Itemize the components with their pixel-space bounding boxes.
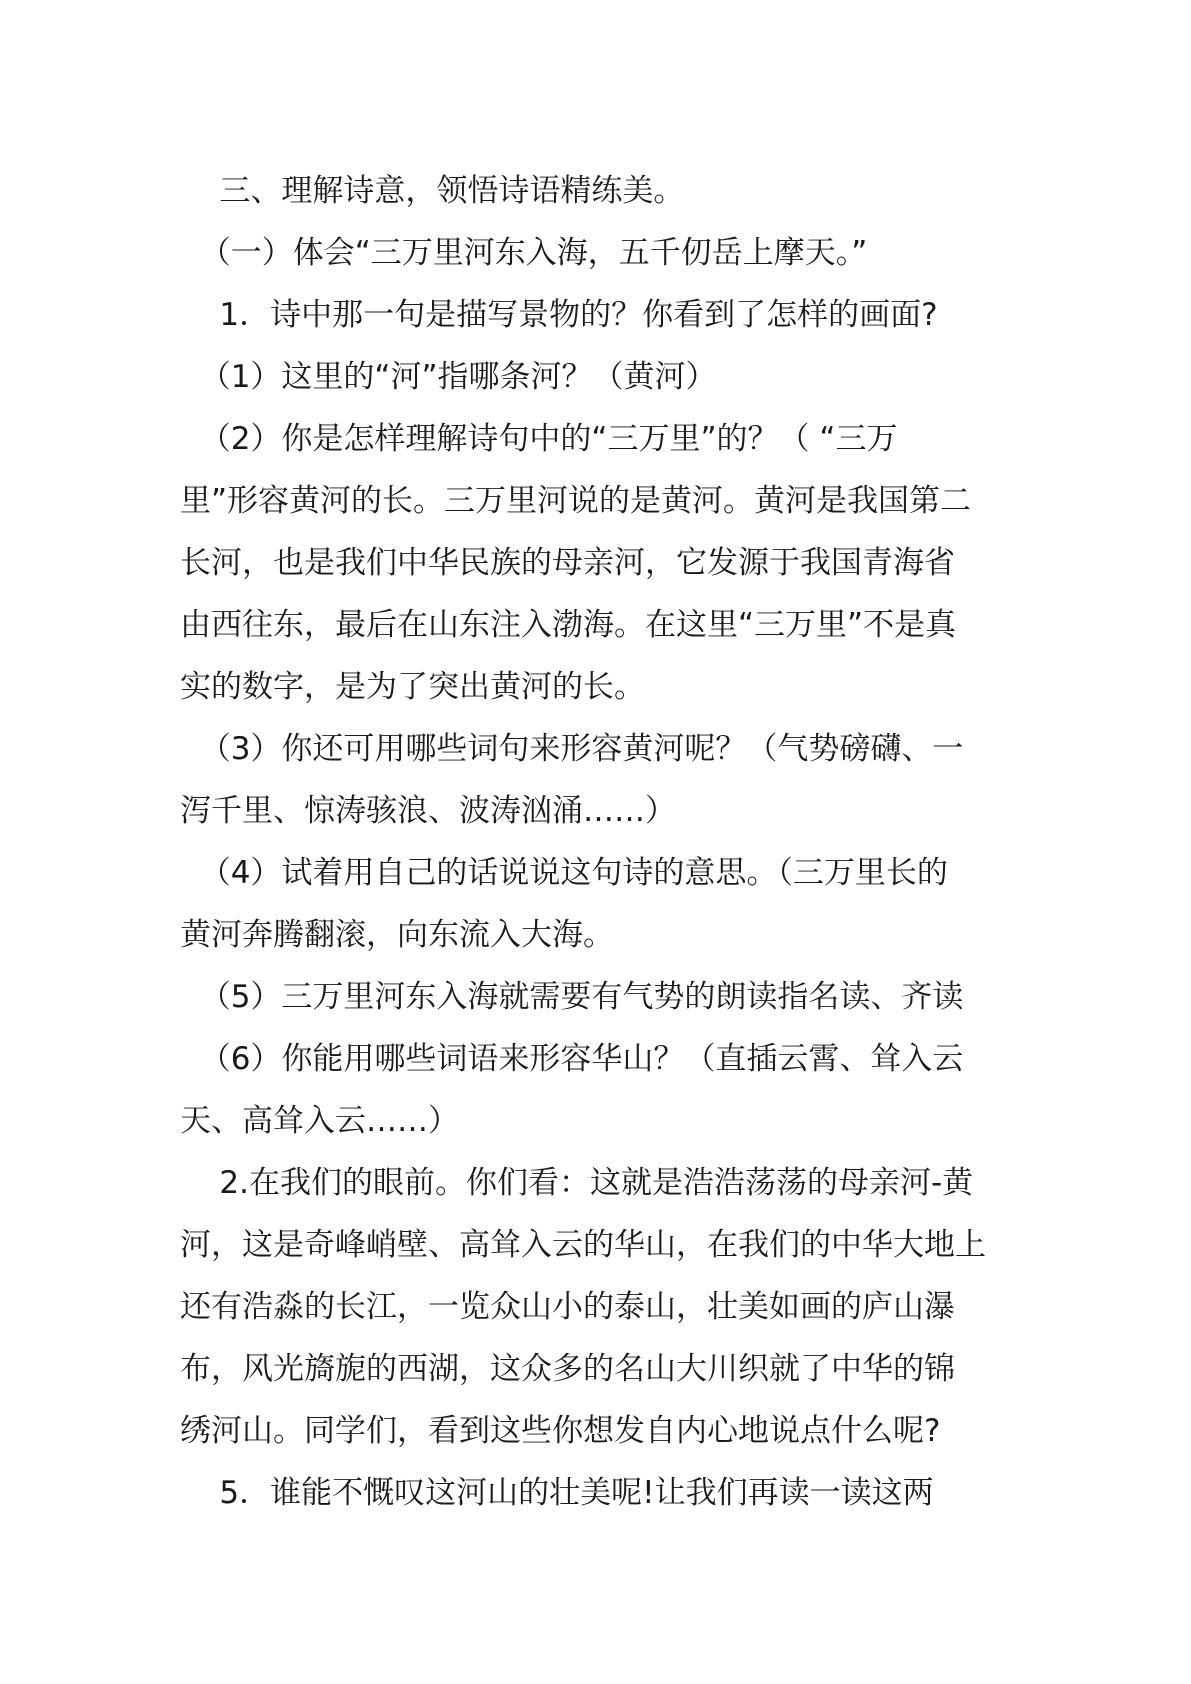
subsection-heading: （一）体会“三万里河东入海，五千仞岳上摩天。”	[180, 235, 868, 271]
question-2-line-4: 布，风光旖旎的西湖，这众多的名山大川织就了中华的锦	[180, 1351, 955, 1387]
item-1: （1）这里的“河”指哪条河？（黄河）	[180, 359, 717, 395]
question-5-line-1: 5．谁能不慨叹这河山的壮美呢!让我们再读一读这两	[180, 1475, 934, 1511]
section-heading: 三、理解诗意，领悟诗语精练美。	[180, 173, 685, 209]
item-2-line-2: 里”形容黄河的长。三万里河说的是黄河。黄河是我国第二	[180, 483, 972, 519]
document-page	[180, 160, 1020, 1524]
question-2-line-5: 绣河山。同学们，看到这些你想发自内心地说点什么呢?	[180, 1413, 941, 1449]
item-2-line-5: 实的数字，是为了突出黄河的长。	[180, 669, 645, 705]
item-6-line-1: （6）你能用哪些词语来形容华山？（直插云霄、耸入云	[180, 1041, 964, 1077]
item-2-line-3: 长河，也是我们中华民族的母亲河，它发源于我国青海省	[180, 545, 955, 581]
item-6-line-2: 天、高耸入云……）	[180, 1103, 459, 1139]
item-3-line-1: （3）你还可用哪些词句来形容黄河呢？（气势磅礴、一	[180, 731, 964, 767]
question-2-line-3: 还有浩淼的长江，一览众山小的泰山，壮美如画的庐山瀑	[180, 1289, 955, 1325]
item-2-line-4: 由西往东，最后在山东注入渤海。在这里“三万里”不是真	[180, 607, 957, 643]
question-2-line-2: 河，这是奇峰峭壁、高耸入云的华山，在我们的中华大地上	[180, 1227, 986, 1263]
item-5: （5）三万里河东入海就需要有气势的朗读指名读、齐读	[180, 979, 964, 1015]
item-4-line-2: 黄河奔腾翻滚，向东流入大海。	[180, 917, 614, 953]
question-2-line-1: 2.在我们的眼前。你们看：这就是浩浩荡荡的母亲河-黄	[180, 1165, 974, 1201]
item-2-line-1: （2）你是怎样理解诗句中的“三万里”的？（ “三万	[180, 421, 898, 457]
item-3-line-2: 泻千里、惊涛骇浪、波涛汹涌……）	[180, 793, 676, 829]
question-1: 1．诗中那一句是描写景物的？你看到了怎样的画面?	[180, 297, 938, 333]
item-4-line-1: （4）试着用自己的话说说这句诗的意思。（三万里长的	[180, 855, 948, 891]
